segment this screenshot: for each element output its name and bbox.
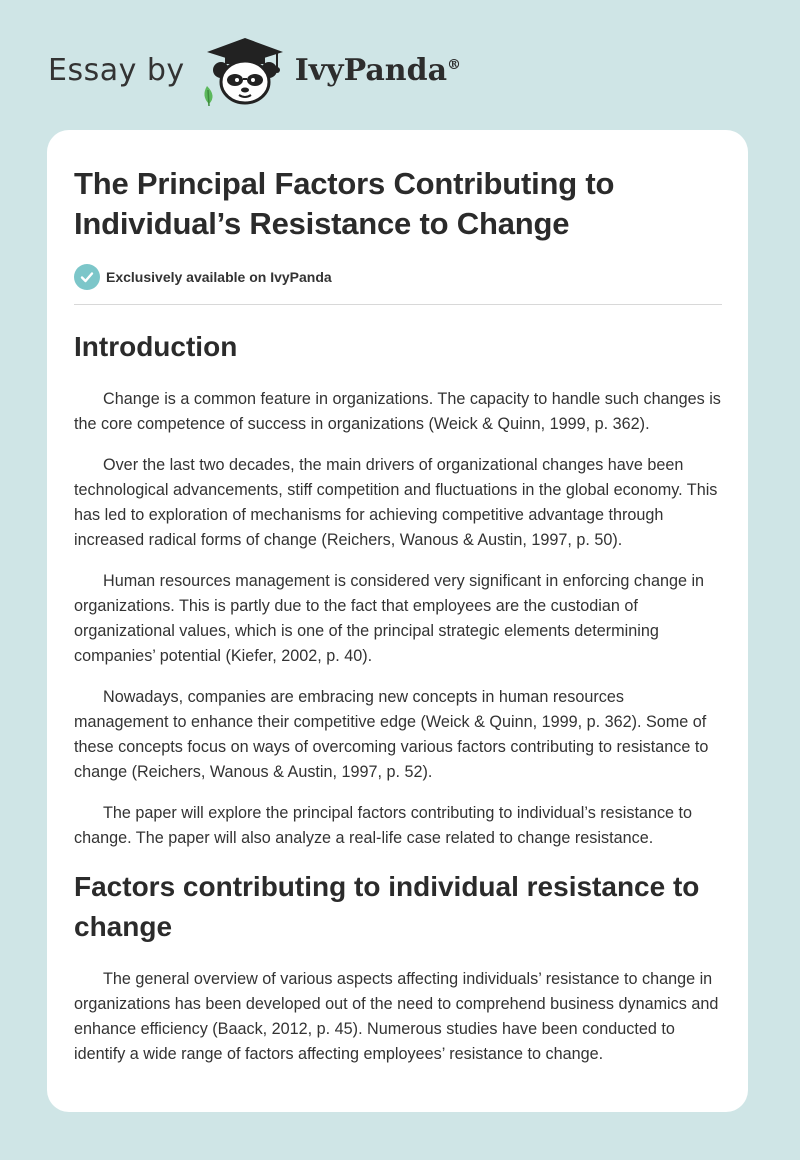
paragraph: The paper will explore the principal factors contributing to individual’s resistance to change. The paper will also analyze a real-life case related to change resistance. <box>74 804 693 847</box>
brand-header[interactable] <box>48 34 461 106</box>
paragraph: Nowadays, companies are embracing new concepts in human resources management to enhance their competitive edge (Weick & Quinn, 1999, p. 362). Some of these concepts focus on ways of overcoming various factors contributing to resistance to change (Reichers, Wanous & Austin, 1997, p. 52). <box>74 688 709 781</box>
divider <box>74 304 722 305</box>
badge-text: Exclusively available on IvyPanda <box>106 269 332 285</box>
paragraph: The general overview of various aspects affecting individuals’ resistance to change in organizations has been developed out of the need to comprehend business dynamics and enhance efficiency (Baack, 2012, p. 45). Numerous studies have been conducted to identify a wide range of factors affecting employees’ resistance to change. <box>74 970 719 1063</box>
section-heading: Introduction <box>74 331 238 362</box>
page-title: The Principal Factors Contributing to Individual’s Resistance to Change <box>74 166 615 241</box>
paragraph: Human resources management is considered very significant in enforcing change in organizations. This is partly due to the fact that employees are the custodian of organizational values, which is one of the principal strategic elements determining companies’ potential (Kiefer, 2002, p. 40). <box>74 572 705 665</box>
paragraph: Over the last two decades, the main drivers of organizational changes have been technological advancements, stiff competition and fluctuations in the global economy. This has led to exploration of mechanisms for achieving competitive advantage through increased radical forms of change (Reichers, Wanous & Austin, 1997, p. 50). <box>74 456 718 549</box>
exclusive-badge <box>74 262 722 292</box>
check-icon <box>74 264 100 290</box>
panda-graduate-icon <box>199 34 291 106</box>
essay-card <box>47 130 748 1112</box>
section-heading: Factors contributing to individual resistance to change <box>74 871 700 942</box>
registered-mark: ® <box>447 56 462 73</box>
paragraph: Change is a common feature in organizations. The capacity to handle such changes is the core competence of success in organizations (Weick & Quinn, 1999, p. 362). <box>74 390 721 433</box>
brand-prefix: Essay by <box>48 52 185 88</box>
brand-name: IvyPanda® <box>294 52 462 88</box>
